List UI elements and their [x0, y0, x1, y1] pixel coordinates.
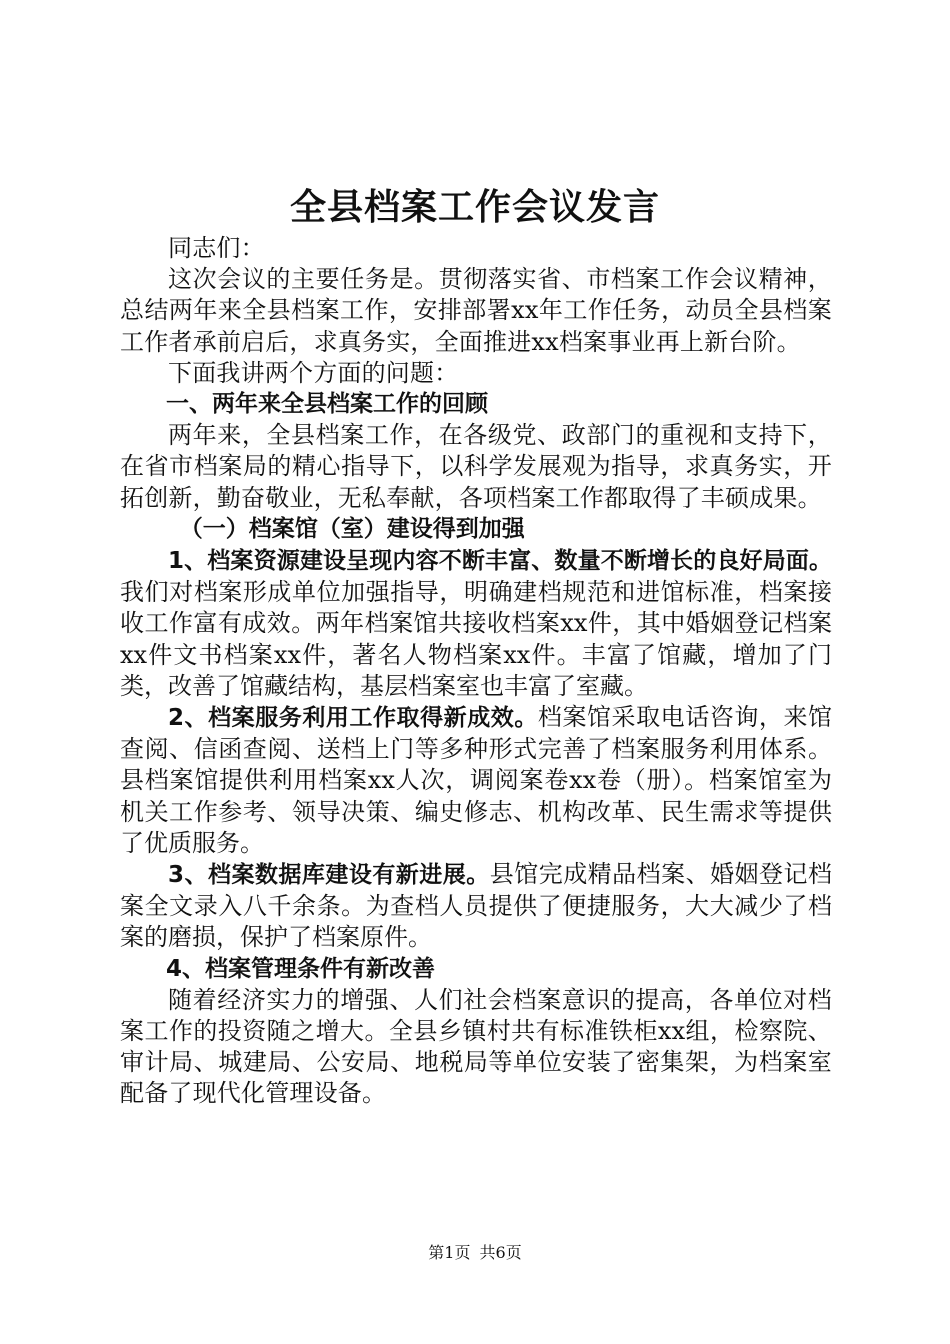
page-footer: [0, 1242, 950, 1264]
item-1-text: 我们对档案形成单位加强指导，明确建档规范和进馆标准，档案接收工作富有成效。两年档案馆共接收档案xx件，其中婚姻登记档案xx件文书档案xx件，著名人物档案xx件。丰富了馆藏，增加了门类，改善了馆藏结构，基层档案室也丰富了室藏。: [120, 578, 832, 700]
item-3-text: 县馆完成精品档案、婚姻登记档案全文录入八千余条。为查档人员提供了便捷服务，大大减少了档案的磨损，保护了档案原件。: [120, 860, 833, 952]
item-4-paragraph: 随着经济实力的增强、人们社会档案意识的提高，各单位对档案工作的投资随之增大。全县乡镇村共有标准铁柜xx组，检察院、审计局、城建局、公安局、地税局等单位安装了密集架，为档案室配备了现代化管理设备。: [120, 985, 832, 1108]
salutation: 同志们：: [168, 234, 265, 262]
section-heading-1: 一、两年来全县档案工作的回顾: [166, 391, 488, 418]
item-1-paragraph: [120, 545, 832, 702]
item-1-heading: 1、档案资源建设呈现内容不断丰富、数量不断增长的良好局面。: [168, 548, 832, 575]
item-2-text: 档案馆采取电话咨询，来馆查阅、信函查阅、送档上门等多种形式完善了档案服务利用体系。县档案馆提供利用档案xx人次，调阅案卷xx卷（册）。档案馆室为机关工作参考、领导决策、编史修志、机构改革、民生需求等提供了优质服务。: [120, 703, 832, 857]
item-2-heading: 2、档案服务利用工作取得新成效。: [168, 705, 538, 732]
item-3-heading: 3、档案数据库建设有新进展。: [168, 862, 490, 889]
item-2-paragraph: [120, 702, 832, 859]
page-title: 全县档案工作会议发言: [289, 187, 660, 228]
subsection-heading-1: （一）档案馆（室）建设得到加强: [179, 515, 525, 542]
lead-paragraph: 下面我讲两个方面的问题：: [168, 358, 459, 387]
section-1-paragraph: 两年来，全县档案工作，在各级党、政部门的重视和支持下，在省市档案局的精心指导下，以科学发展观为指导，求真务实，开拓创新，勤奋敬业，无私奉献，各项档案工作都取得了丰硕成果。: [120, 421, 832, 512]
item-4-heading: 4、档案管理条件有新改善: [166, 955, 436, 982]
page-number: 第1页: [428, 1243, 471, 1262]
document-body: [120, 233, 832, 1110]
intro-paragraph: 这次会议的主要任务是。贯彻落实省、市档案工作会议精神，总结两年来全县档案工作，安排部署xx年工作任务，动员全县档案工作者承前启后，求真务实，全面推进xx档案事业再上新台阶。: [120, 265, 832, 356]
item-3-paragraph: [120, 859, 832, 954]
page-total: 共6页: [479, 1243, 522, 1262]
